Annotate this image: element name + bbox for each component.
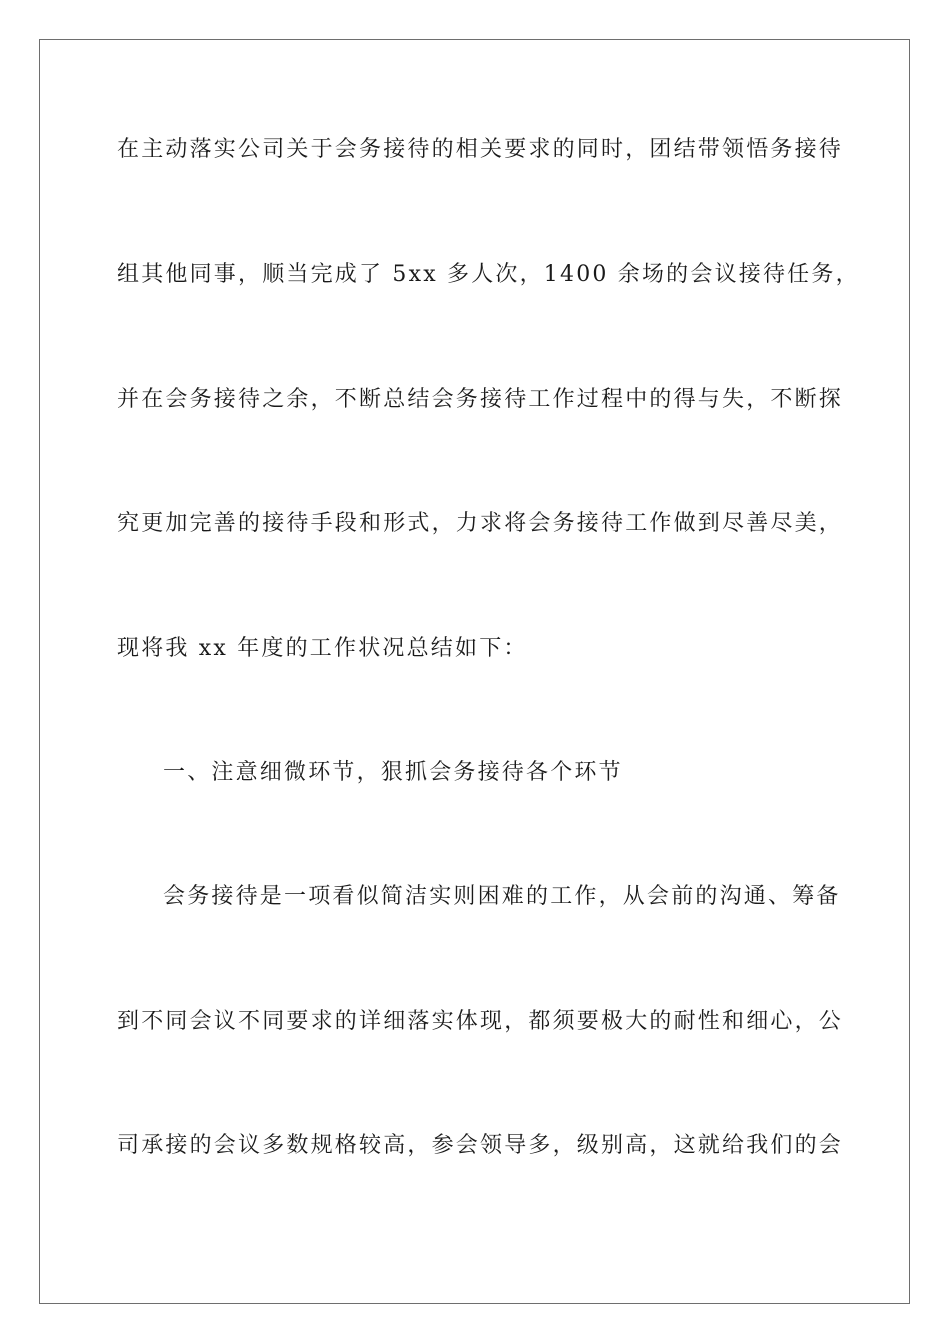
- paragraph-line: 在主动落实公司关于会务接待的相关要求的同时，团结带领悟务接待: [117, 137, 844, 162]
- paragraph-line: 会务接待是一项看似简洁实则困难的工作，从会前的沟通、筹备: [163, 884, 841, 909]
- page-border: [39, 39, 910, 1304]
- paragraph-line: 并在会务接待之余，不断总结会务接待工作过程中的得与失，不断探: [117, 387, 844, 412]
- section-heading: 一、注意细微环节，狠抓会务接待各个环节: [163, 760, 623, 785]
- paragraph-line: 到不同会议不同要求的详细落实体现，都须要极大的耐性和细心，公: [117, 1009, 844, 1034]
- paragraph-line: 现将我 xx 年度的工作状况总结如下：: [117, 636, 528, 661]
- paragraph-line: 组其他同事，顺当完成了 5xx 多人次，1400 余场的会议接待任务，: [117, 262, 860, 287]
- paragraph-line: 司承接的会议多数规格较高，参会领导多，级别高，这就给我们的会: [117, 1133, 844, 1158]
- paragraph-line: 究更加完善的接待手段和形式，力求将会务接待工作做到尽善尽美，: [117, 511, 844, 536]
